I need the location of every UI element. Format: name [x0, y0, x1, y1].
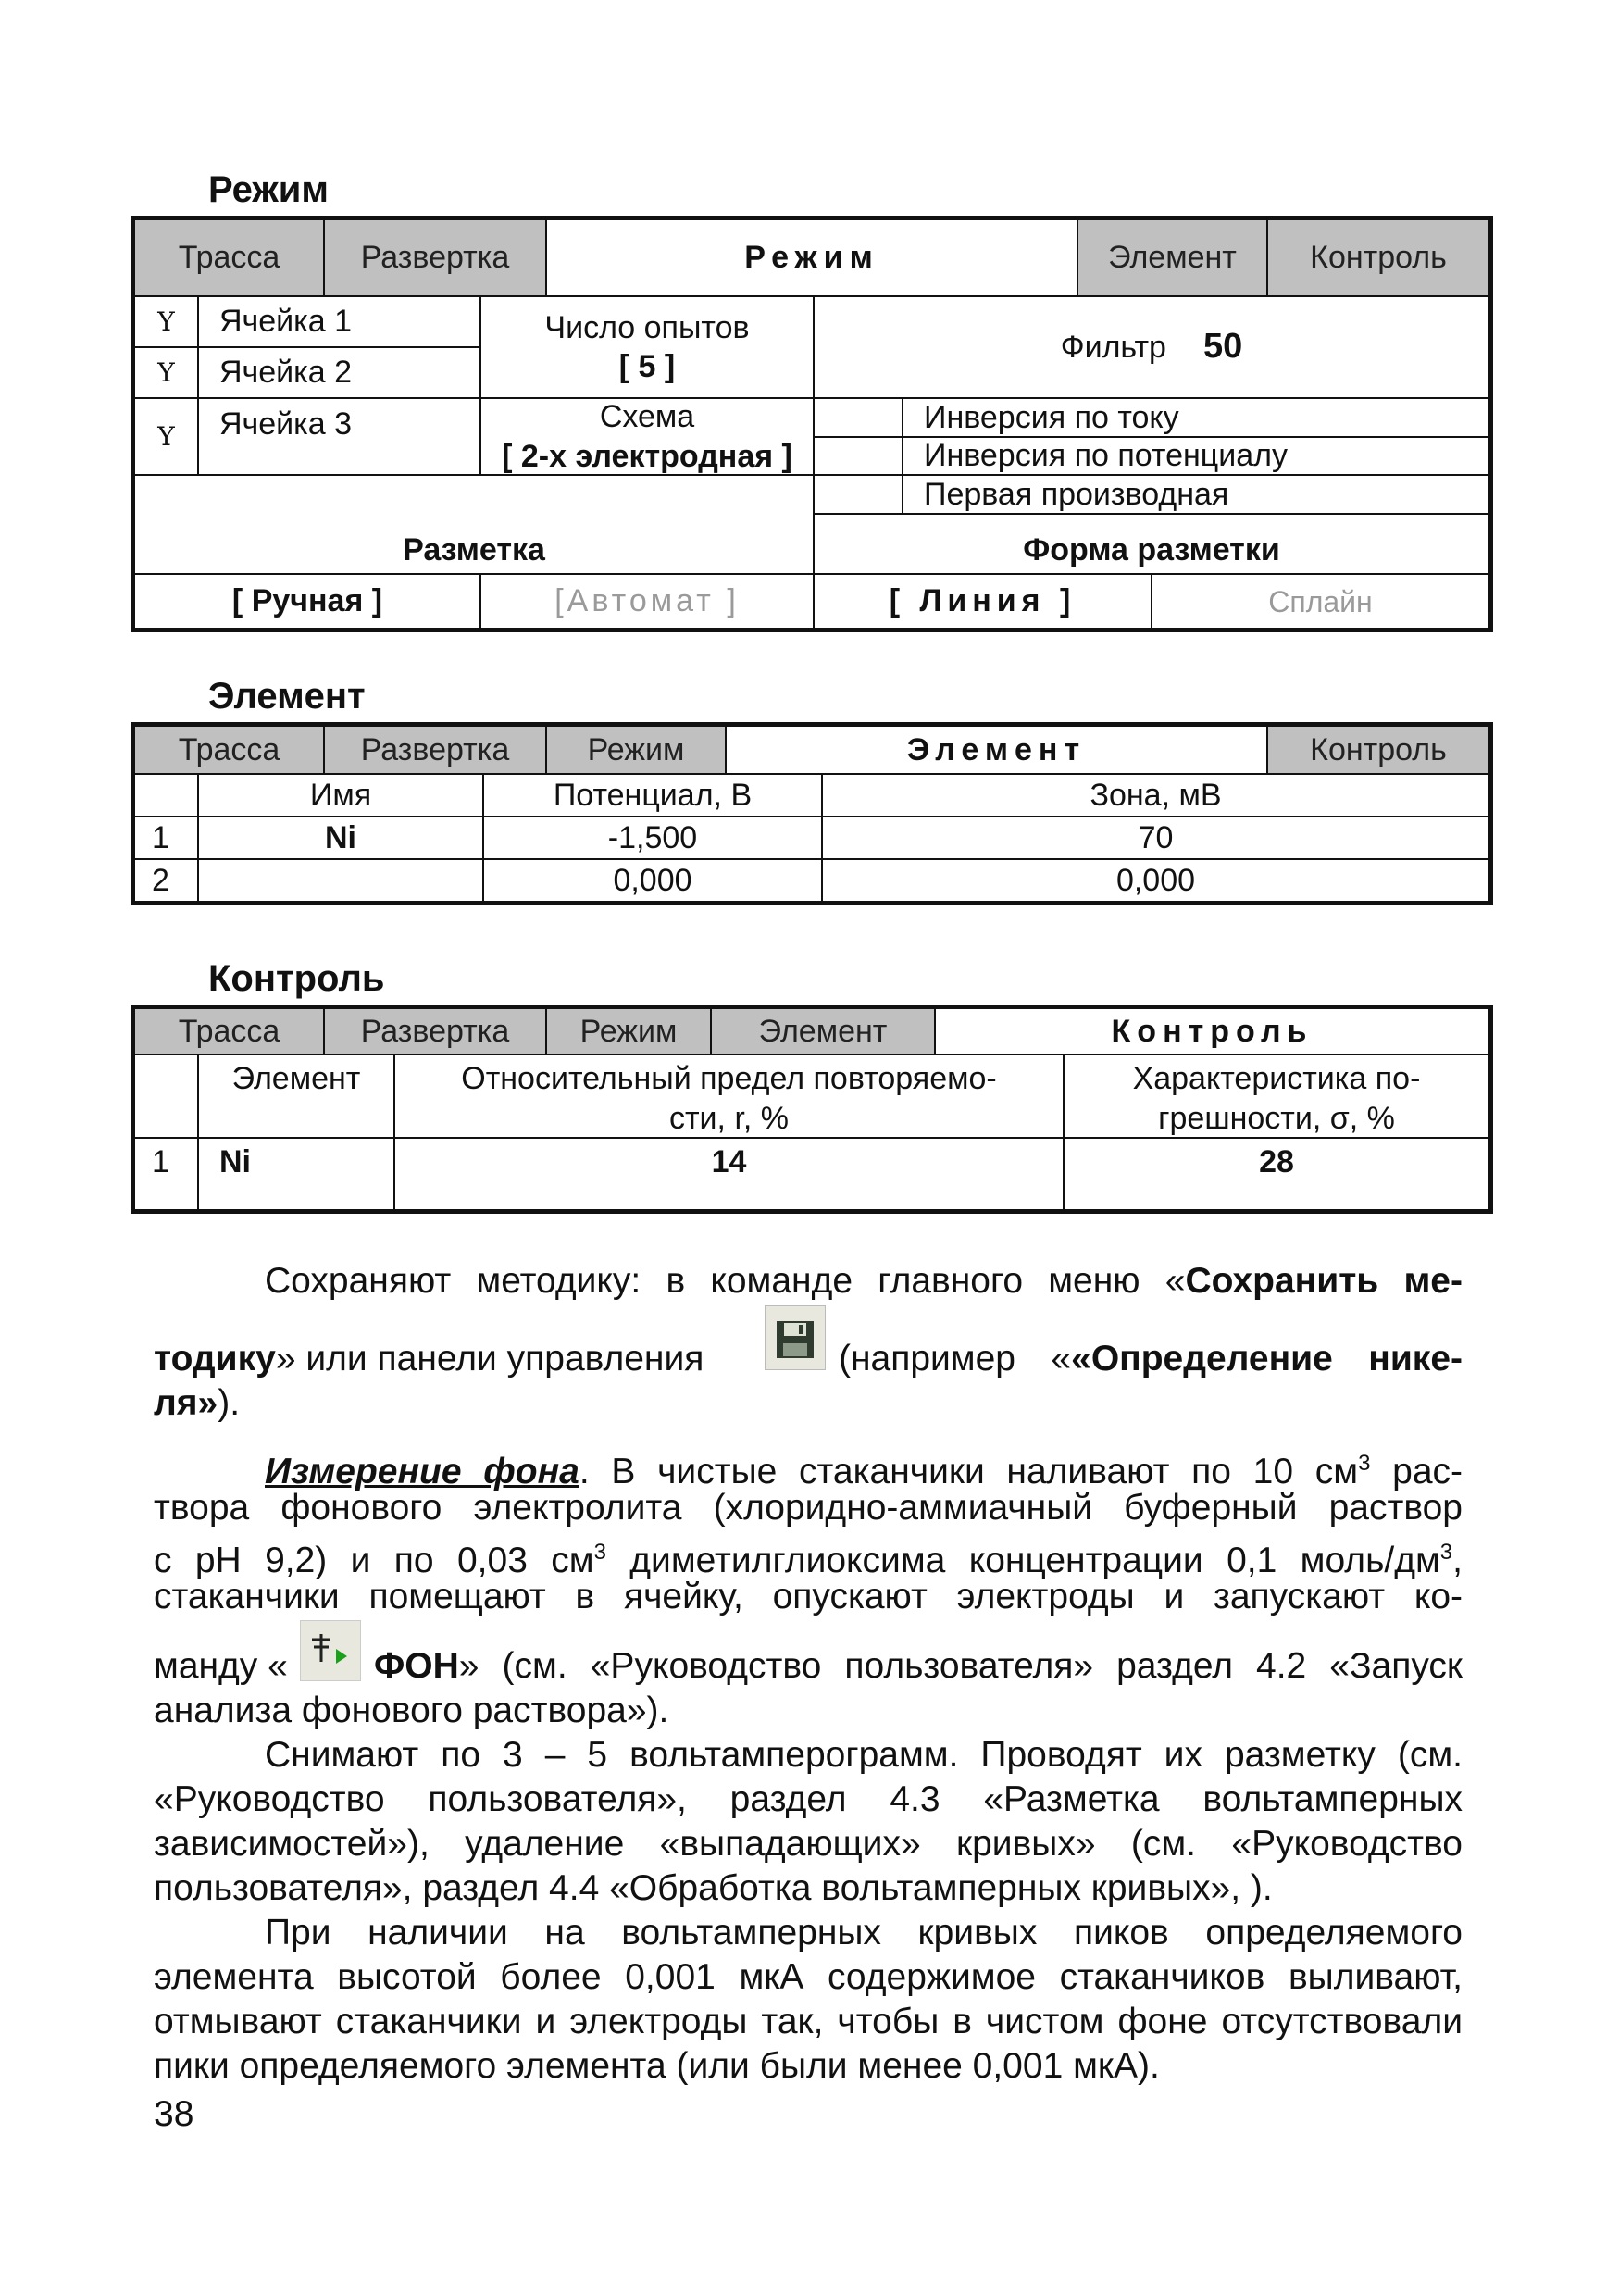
column-header-potential: Потенциал, В [484, 775, 823, 817]
text-span: . В чистые стаканчики наливают по 10 см [579, 1452, 1359, 1491]
text-span: (например « [839, 1339, 1072, 1379]
method-name-example: «Определение нике- [1071, 1339, 1463, 1379]
markup-auto-option[interactable]: [Автомат ] [481, 575, 815, 628]
row-name[interactable] [199, 860, 484, 901]
scheme-box[interactable] [481, 399, 815, 476]
row-zone[interactable]: 70 [823, 817, 1488, 860]
column-header-error-line2: грешности, σ, % [1158, 1100, 1395, 1136]
paragraph-background-line4: стаканчики помещают в ячейку, опускают электроды и запускают ко- [154, 1577, 1463, 1616]
form-line-option[interactable]: [ Линия ] [815, 575, 1152, 628]
background-measurement-title: Измерение фона [265, 1452, 579, 1491]
scheme-label: Схема [599, 399, 695, 434]
superscript: 3 [1439, 1540, 1453, 1565]
column-header-zone: Зона, мВ [823, 775, 1488, 817]
section-heading-rezhim: Режим [208, 169, 329, 210]
cell-2-label: Ячейка 2 [199, 348, 481, 399]
table-corner [135, 775, 199, 817]
row-number: 1 [135, 817, 199, 860]
column-header-repeatability [395, 1055, 1065, 1139]
paragraph-save-line2 [154, 1305, 1463, 1379]
experiments-box[interactable] [481, 297, 815, 399]
tab-razvertka[interactable]: Развертка [325, 220, 547, 297]
paragraph-background-line6: анализа фонового раствора»). [154, 1691, 669, 1730]
column-header-error [1065, 1055, 1488, 1139]
save-method-command-end: тодику [154, 1339, 276, 1379]
text-span: ). [218, 1383, 241, 1423]
page-number: 38 [154, 2094, 194, 2134]
option-current-inversion-checkbox[interactable] [815, 399, 903, 438]
tab-rezhim[interactable]: Режим [547, 220, 1078, 297]
paragraph-background-line5 [154, 1620, 1463, 1694]
tab-kontrol[interactable]: Контроль [1268, 727, 1488, 775]
tab-kontrol[interactable]: Контроль [1268, 220, 1488, 297]
experiments-value[interactable]: [ 5 ] [618, 349, 676, 384]
filter-value[interactable]: 50 [1202, 327, 1243, 367]
cell-3-checkbox[interactable]: Y [135, 399, 199, 476]
experiments-label: Число опытов [544, 309, 750, 345]
column-header-repeatability-line1: Относительный предел повторяемо- [461, 1061, 997, 1096]
tab-trassa[interactable]: Трасса [135, 220, 325, 297]
tab-rezhim[interactable]: Режим [547, 1009, 712, 1055]
text-span: » или панели управления [275, 1339, 704, 1379]
rezhim-panel [131, 216, 1493, 632]
tab-rezhim[interactable]: Режим [547, 727, 727, 775]
cell-2-checkbox[interactable]: Y [135, 348, 199, 399]
save-disk-icon[interactable] [765, 1305, 826, 1370]
row-zone[interactable]: 0,000 [1115, 862, 1196, 898]
text-span: манду « [154, 1646, 288, 1686]
tab-element[interactable]: Элемент [727, 727, 1268, 775]
option-potential-inversion-label: Инверсия по потенциалу [903, 438, 1488, 476]
section-heading-kontrol: Контроль [208, 958, 385, 999]
element-panel [131, 722, 1493, 905]
row-name[interactable]: Ni [199, 817, 484, 860]
kontrol-panel [131, 1004, 1493, 1214]
row-number: 1 [135, 1139, 199, 1209]
paragraph-peaks: При наличии на вольтамперных кривых пиков определяемого элемента высотой более 0,001 мкА содержимое стаканчиков выливают, отмывают стаканчики и электроды так, чтобы в чистом фоне отсутствовали пики определяемого элемента (или были менее 0,001 мкА). [154, 1913, 1463, 2086]
paragraph-save-line3 [154, 1381, 240, 1426]
paragraph-voltammograms: Снимают по 3 – 5 вольтамперограмм. Проводят их разметку (см. «Руководство пользователя», раздел 4.3 «Разметка вольтамперных зависимостей»), удаление «выпадающих» кривых» (см. «Руководство пользователя», раздел 4.4 «Обработка вольтамперных кривых», ). [154, 1735, 1463, 1908]
option-current-inversion-label: Инверсия по току [903, 399, 1488, 438]
option-potential-inversion-checkbox[interactable] [815, 438, 903, 476]
section-heading-element: Элемент [208, 676, 366, 717]
text-span: Сохраняют методику: в команде главного меню « [265, 1261, 1186, 1301]
tab-razvertka[interactable]: Развертка [325, 727, 547, 775]
tab-kontrol[interactable]: Контроль [936, 1009, 1488, 1055]
text-span: , [1452, 1541, 1463, 1580]
row-number: 2 [135, 860, 199, 901]
tab-trassa[interactable]: Трасса [135, 727, 325, 775]
tab-trassa[interactable]: Трасса [135, 1009, 325, 1055]
text-span: рас- [1370, 1452, 1463, 1491]
markup-form-heading: Форма разметки [815, 515, 1488, 575]
text-span: » (см. «Руководство пользователя» раздел 4.2 «Запуск [458, 1646, 1463, 1686]
tab-element[interactable]: Элемент [1078, 220, 1268, 297]
background-run-icon-graphic [301, 1621, 360, 1680]
column-header-error-line1: Характеристика по- [1132, 1061, 1421, 1096]
tab-element[interactable]: Элемент [712, 1009, 936, 1055]
row-element[interactable]: Ni [199, 1139, 395, 1209]
row-potential[interactable]: 0,000 [484, 860, 823, 901]
markup-manual-option[interactable]: [ Ручная ] [135, 575, 481, 628]
cell-1-checkbox[interactable]: Y [135, 297, 199, 348]
row-error[interactable]: 28 [1259, 1144, 1294, 1179]
column-header-name: Имя [199, 775, 484, 817]
filter-label: Фильтр [1060, 329, 1166, 365]
save-disk-icon-graphic [766, 1306, 825, 1369]
tab-razvertka[interactable]: Развертка [325, 1009, 547, 1055]
table-corner [135, 1055, 199, 1139]
cell-1-label: Ячейка 1 [199, 297, 481, 348]
background-run-icon[interactable] [300, 1620, 361, 1681]
paragraph-background-line2: твора фонового электролита (хлоридно-аммиачный буферный раствор [154, 1488, 1463, 1528]
column-header-element: Элемент [199, 1055, 395, 1139]
column-header-repeatability-line2: сти, r, % [668, 1100, 790, 1136]
scheme-value[interactable]: [ 2-х электродная ] [502, 438, 792, 474]
paragraph-save-line1 [154, 1259, 1463, 1304]
option-first-derivative-label: Первая производная [903, 476, 1488, 515]
row-potential[interactable]: -1,500 [484, 817, 823, 860]
markup-heading: Разметка [135, 476, 815, 575]
form-spline-option[interactable]: Сплайн [1268, 584, 1373, 618]
background-command: ФОН [374, 1646, 459, 1686]
method-name-example-end: ля» [154, 1383, 218, 1423]
superscript: 3 [593, 1540, 606, 1565]
superscript: 3 [1358, 1451, 1371, 1476]
row-repeatability[interactable]: 14 [395, 1139, 1065, 1209]
text-span: диметилглиоксима концентрации 0,1 моль/дм [605, 1541, 1440, 1580]
text-span: с рН 9,2) и по 0,03 см [154, 1541, 594, 1580]
cell-3-label: Ячейка 3 [199, 399, 481, 476]
filter-box[interactable] [815, 297, 1488, 399]
option-first-derivative-checkbox[interactable] [815, 476, 903, 515]
save-method-command: Сохранить ме- [1185, 1261, 1463, 1301]
